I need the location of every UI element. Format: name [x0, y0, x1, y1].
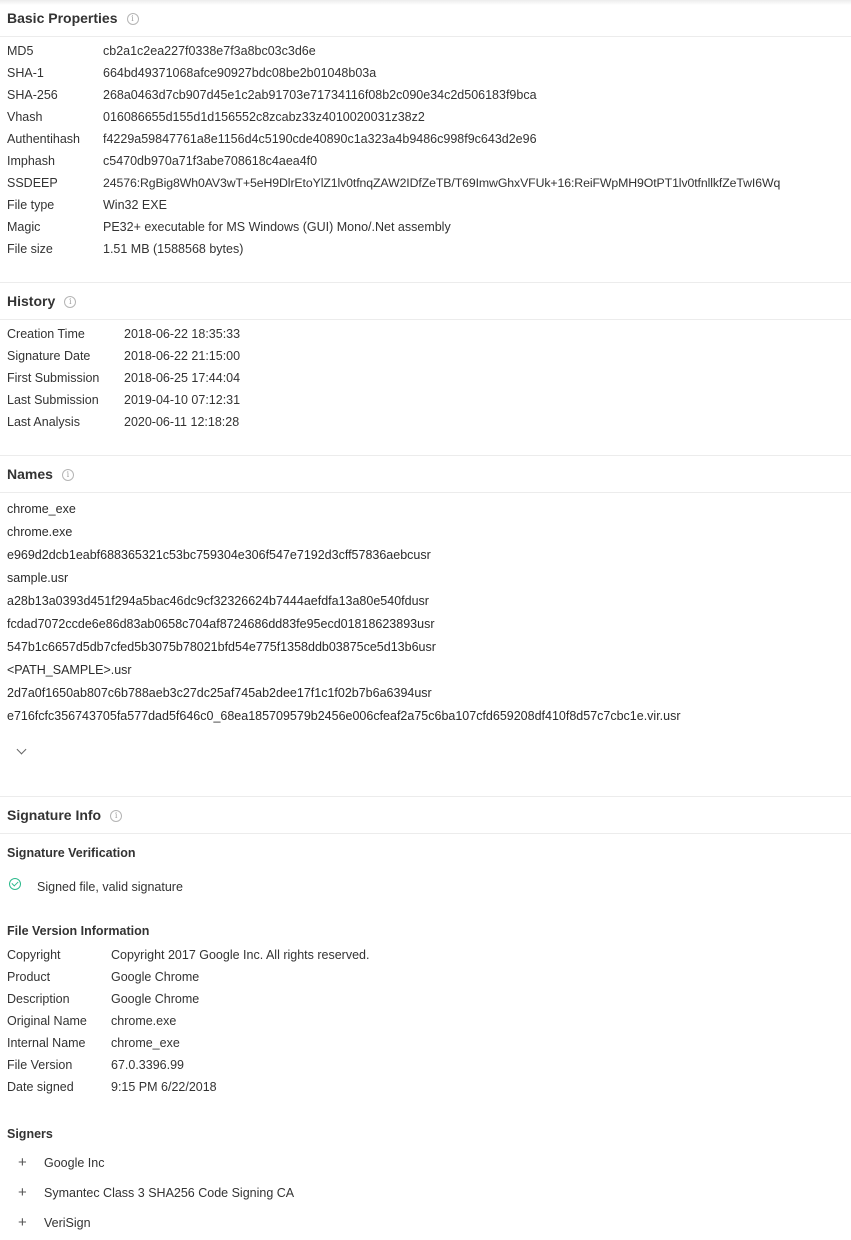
- list-item: 2d7a0f1650ab807c6b788aeb3c27dc25af745ab2dee17f1c1f02b7b6a6394usr: [7, 686, 432, 700]
- property-key: File type: [7, 198, 55, 212]
- file-version-row: [7, 946, 851, 968]
- verification-status: Signed file, valid signature: [37, 880, 183, 894]
- property-row: [7, 86, 851, 108]
- history-title: History i: [7, 293, 76, 309]
- list-item: a28b13a0393d451f294a5bac46dc9cf32326624b7444aefdfa13a80e540fdusr: [7, 594, 429, 608]
- divider: [0, 455, 851, 456]
- property-value: cb2a1c2ea227f0338e7f3a8bc03c3d6e: [103, 44, 316, 58]
- file-version-key: Date signed: [7, 1080, 74, 1094]
- file-version-value: Copyright 2017 Google Inc. All rights reserved.: [111, 948, 370, 962]
- info-icon[interactable]: i: [127, 13, 139, 25]
- history-value: 2018-06-22 18:35:33: [124, 327, 241, 341]
- file-version-key: Internal Name: [7, 1036, 86, 1050]
- property-value: c5470db970a71f3abe708618c4aea4f0: [103, 154, 318, 168]
- history-row: [7, 413, 851, 435]
- property-value: Win32 EXE: [103, 198, 167, 212]
- divider: [0, 492, 851, 493]
- basic-properties-title: Basic Properties i: [7, 10, 139, 26]
- file-version-row: [7, 1078, 851, 1100]
- signer-label: Google Inc: [44, 1156, 105, 1170]
- property-row: [7, 64, 851, 86]
- history-key: Last Analysis: [7, 415, 80, 429]
- property-value: PE32+ executable for MS Windows (GUI) Mono/.Net assembly: [103, 220, 451, 234]
- file-version-row: [7, 968, 851, 990]
- signers-title: Signers: [7, 1127, 53, 1141]
- names-title: Names i: [7, 466, 74, 482]
- history-key: Last Submission: [7, 393, 99, 407]
- property-value: f4229a59847761a8e1156d4c5190cde40890c1a323a4b9486c998f9c643d2e96: [103, 132, 537, 146]
- property-value: 664bd49371068afce90927bdc08be2b01048b03a: [103, 66, 377, 80]
- history-value: 2020-06-11 12:18:28: [124, 415, 240, 429]
- history-key: First Submission: [7, 371, 100, 385]
- file-version-value: chrome_exe: [111, 1036, 180, 1050]
- signature-info-title: Signature Info i: [7, 807, 122, 823]
- property-key: MD5: [7, 44, 34, 58]
- history-row: [7, 347, 851, 369]
- history-value: 2018-06-22 21:15:00: [124, 349, 241, 363]
- property-key: File size: [7, 242, 53, 256]
- file-version-key: File Version: [7, 1058, 73, 1072]
- property-key: Vhash: [7, 110, 43, 124]
- property-value: 268a0463d7cb907d45e1c2ab91703e71734116f08b2c090e34c2d506183f9bca: [103, 88, 537, 102]
- history-value: 2018-06-25 17:44:04: [124, 371, 241, 385]
- list-item: chrome_exe: [7, 502, 76, 516]
- file-version-value: chrome.exe: [111, 1014, 177, 1028]
- top-shadow: [0, 0, 851, 5]
- list-item: 547b1c6657d5db7cfed5b3075b78021bfd54e775f1358ddb03875ce5d13b6usr: [7, 640, 436, 654]
- history-row: [7, 325, 851, 347]
- history-row: [7, 391, 851, 413]
- divider: [0, 36, 851, 37]
- property-row: [7, 42, 851, 64]
- list-item: fcdad7072ccde6e86d83ab0658c704af8724686dd83fe95ecd01818623893usr: [7, 617, 435, 631]
- list-item: chrome.exe: [7, 525, 73, 539]
- file-version-value: 9:15 PM 6/22/2018: [111, 1080, 217, 1094]
- chevron-down-icon[interactable]: [17, 745, 27, 755]
- file-version-value: 67.0.3396.99: [111, 1058, 184, 1072]
- divider: [0, 282, 851, 283]
- file-version-row: [7, 1056, 851, 1078]
- info-icon[interactable]: i: [110, 810, 122, 822]
- property-key: Magic: [7, 220, 41, 234]
- info-icon[interactable]: i: [62, 469, 74, 481]
- basic-properties-table: [7, 42, 851, 262]
- history-key: Signature Date: [7, 349, 91, 363]
- list-item: e716fcfc356743705fa577dad5f646c0_68ea185709579b2456e006cfeaf2a75c6ba107cfd659208df410f8d57c7cbc1e.vir.usr: [7, 709, 681, 723]
- property-value: 1.51 MB (1588568 bytes): [103, 242, 244, 256]
- property-key: Authentihash: [7, 132, 80, 146]
- history-key: Creation Time: [7, 327, 85, 341]
- property-value: 016086655d155d1d156552c8zcabz33z4010020031z38z2: [103, 110, 425, 124]
- list-item: <PATH_SAMPLE>.usr: [7, 663, 132, 677]
- property-row: [7, 174, 851, 196]
- list-item: sample.usr: [7, 571, 69, 585]
- history-value: 2019-04-10 07:12:31: [124, 393, 241, 407]
- property-row: [7, 108, 851, 130]
- file-version-key: Original Name: [7, 1014, 87, 1028]
- file-version-row: [7, 1034, 851, 1056]
- info-icon[interactable]: i: [64, 296, 76, 308]
- signer-label: Symantec Class 3 SHA256 Code Signing CA: [44, 1186, 295, 1200]
- divider: [0, 796, 851, 797]
- file-version-table: [7, 946, 851, 1100]
- file-version-key: Copyright: [7, 948, 61, 962]
- property-key: SHA-1: [7, 66, 44, 80]
- plus-icon[interactable]: +: [18, 1184, 27, 1201]
- history-table: [7, 325, 851, 435]
- divider: [0, 833, 851, 834]
- file-version-title: File Version Information: [7, 924, 150, 938]
- property-key: SHA-256: [7, 88, 58, 102]
- property-row: [7, 218, 851, 240]
- property-value: 24576:RgBig8Wh0AV3wT+5eH9DlrEtoYlZ1lv0tfnqZAW2IDfZeTB/T69ImwGhxVFUk+16:ReiFWpMH9OtPT1lv0tfnllkfZeTwI6Wq: [103, 176, 781, 190]
- plus-icon[interactable]: +: [18, 1154, 27, 1171]
- file-version-row: [7, 1012, 851, 1034]
- divider: [0, 319, 851, 320]
- file-version-value: Google Chrome: [111, 992, 200, 1006]
- signature-verification-title: Signature Verification: [7, 846, 136, 860]
- property-row: [7, 196, 851, 218]
- check-circle-icon: [9, 878, 21, 890]
- file-version-key: Product: [7, 970, 51, 984]
- property-key: SSDEEP: [7, 176, 58, 190]
- signer-label: VeriSign: [44, 1216, 91, 1230]
- history-row: [7, 369, 851, 391]
- property-row: [7, 152, 851, 174]
- property-key: Imphash: [7, 154, 55, 168]
- plus-icon[interactable]: +: [18, 1214, 27, 1231]
- file-version-row: [7, 990, 851, 1012]
- list-item: e969d2dcb1eabf688365321c53bc759304e306f547e7192d3cff57836aebcusr: [7, 548, 431, 562]
- file-version-key: Description: [7, 992, 70, 1006]
- names-list: [7, 500, 681, 730]
- file-version-value: Google Chrome: [111, 970, 200, 984]
- property-row: [7, 240, 851, 262]
- property-row: [7, 130, 851, 152]
